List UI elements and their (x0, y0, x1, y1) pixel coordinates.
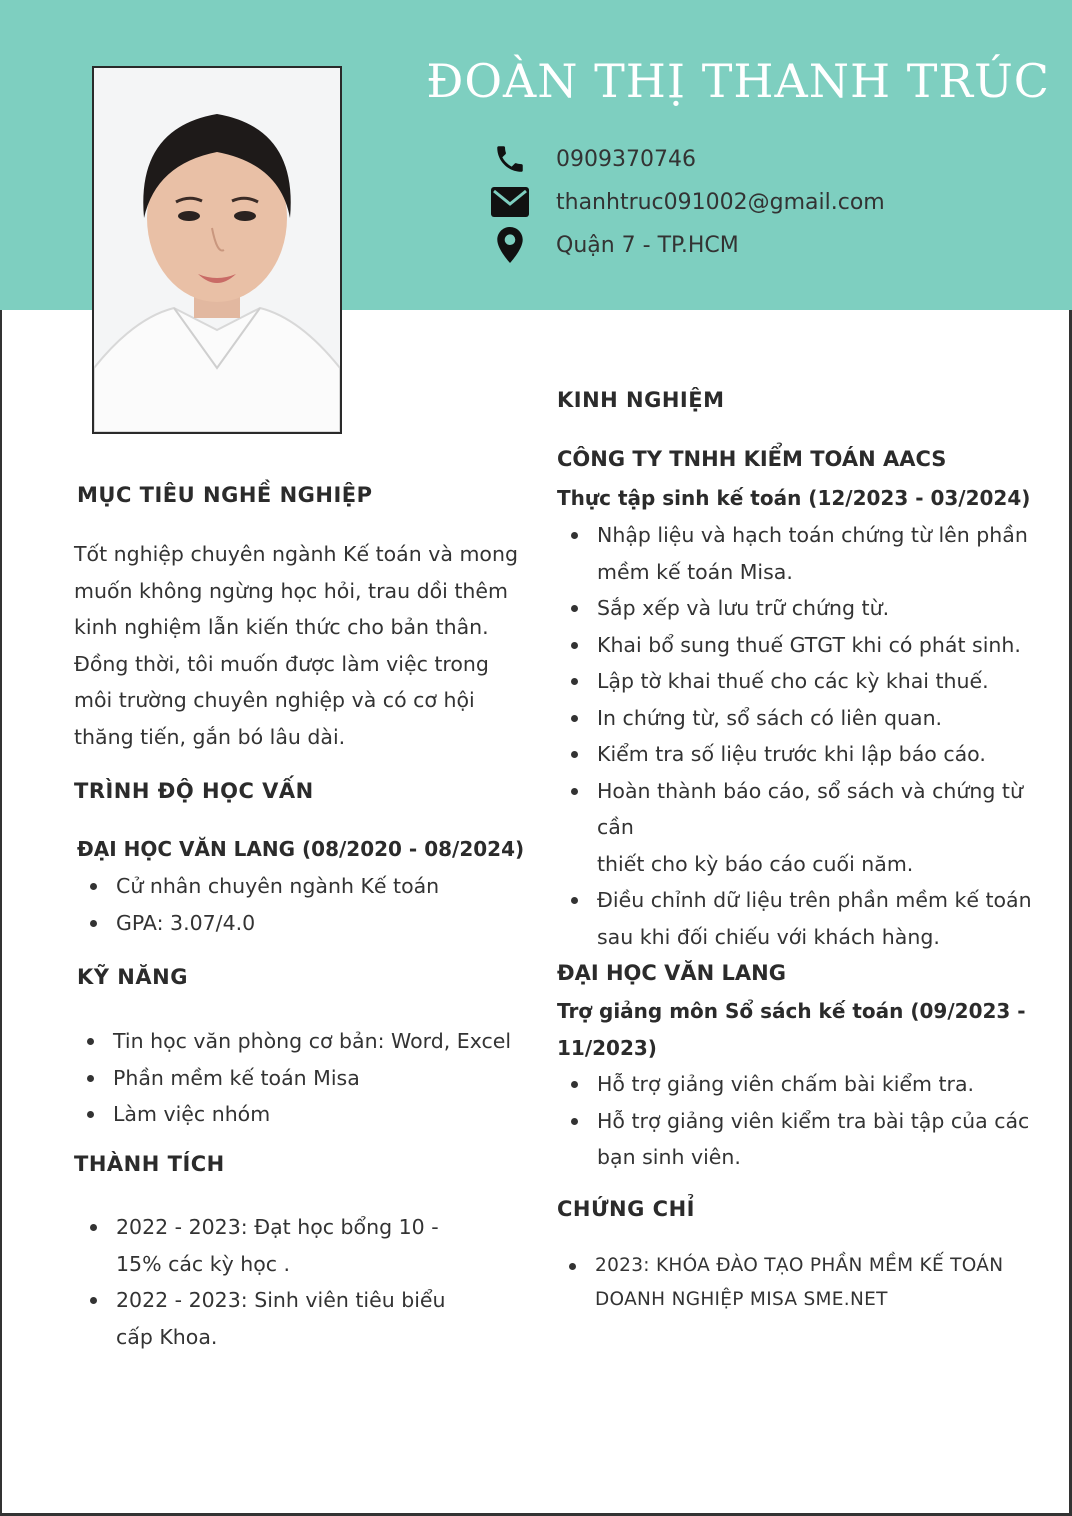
phone-icon (488, 141, 532, 177)
job-role: Trợ giảng môn Sổ sách kế toán (09/2023 - (557, 999, 1026, 1023)
list-item: Nhập liệu và hạch toán chứng từ lên phần mềm kế toán Misa. (557, 517, 1057, 590)
list-item: GPA: 3.07/4.0 (76, 905, 516, 942)
objective-line: Đồng thời, tôi muốn được làm việc trong (74, 651, 489, 676)
objective-line: môi trường chuyên nghiệp và có cơ hội (74, 688, 475, 712)
objective-line: thăng tiến, gắn bó lâu dài. (74, 724, 346, 749)
job-role: Thực tập sinh kế toán (12/2023 - 03/2024) (557, 486, 1031, 510)
list-item: Lập tờ khai thuế cho các kỳ khai thuế. (557, 663, 1057, 700)
list-item: 2023: KHÓA ĐÀO TẠO PHẦN MỀM KẾ TOÁN DOANH NGHIỆP MISA SME.NET (555, 1249, 1055, 1317)
map-pin-icon (488, 227, 532, 263)
objective-title: MỤC TIÊU NGHỀ NGHIỆP (77, 483, 373, 507)
list-item: Tin học văn phòng cơ bản: Word, Excel (73, 1023, 533, 1060)
education-title: TRÌNH ĐỘ HỌC VẤN (74, 779, 314, 803)
job-role-continued: 11/2023) (557, 1036, 657, 1060)
skills-title: KỸ NĂNG (77, 965, 188, 989)
objective-text (74, 536, 534, 755)
objective-line: Tốt nghiệp chuyên ngành Kế toán và mong (74, 542, 518, 566)
list-item: Phần mềm kế toán Misa (73, 1060, 533, 1097)
objective-line: muốn không ngừng học hỏi, trau dồi thêm (74, 578, 508, 603)
job-company: ĐẠI HỌC VĂN LANG (557, 961, 786, 985)
education-list (76, 868, 516, 941)
list-item: Hoàn thành báo cáo, sổ sách và chứng từ cần thiết cho kỳ báo cáo cuối năm. (557, 773, 1057, 883)
address-text: Quận 7 - TP.HCM (556, 232, 739, 258)
page-border-left (0, 310, 2, 1516)
phone-text: 0909370746 (556, 146, 696, 172)
job-duties-list (557, 517, 1057, 955)
list-item: In chứng từ, sổ sách có liên quan. (557, 700, 1057, 737)
list-item: Hỗ trợ giảng viên kiểm tra bài tập của các bạn sinh viên. (557, 1103, 1057, 1176)
portrait-illustration (94, 68, 340, 432)
profile-photo (92, 66, 342, 434)
list-item: Kiểm tra số liệu trước khi lập báo cáo. (557, 736, 1057, 773)
list-item: 2022 - 2023: Đạt học bổng 10 - 15% các kỳ học . (76, 1209, 516, 1282)
contact-phone (488, 141, 696, 177)
objective-line: kinh nghiệm lẫn kiến thức cho bản thân. (74, 615, 489, 639)
contact-email (488, 184, 885, 220)
list-item: Điều chỉnh dữ liệu trên phần mềm kế toán sau khi đối chiếu với khách hàng. (557, 882, 1057, 955)
experience-title: KINH NGHIỆM (557, 388, 725, 412)
list-item: Làm việc nhóm (73, 1096, 533, 1133)
certificates-list (555, 1249, 1055, 1317)
job-company: CÔNG TY TNHH KIỂM TOÁN AACS (557, 447, 947, 471)
education-school: ĐẠI HỌC VĂN LANG (08/2020 - 08/2024) (77, 837, 525, 861)
candidate-name: ĐOÀN THỊ THANH TRÚC (426, 54, 1050, 108)
achievements-title: THÀNH TÍCH (74, 1152, 225, 1176)
email-text: thanhtruc091002@gmail.com (556, 189, 885, 215)
list-item: Sắp xếp và lưu trữ chứng từ. (557, 590, 1057, 627)
job-duties-list (557, 1066, 1057, 1176)
contact-address (488, 227, 739, 263)
certificates-title: CHỨNG CHỈ (557, 1197, 695, 1221)
list-item: 2022 - 2023: Sinh viên tiêu biểu cấp Khoa. (76, 1282, 516, 1355)
skills-list (73, 1023, 533, 1133)
envelope-icon (488, 184, 532, 220)
achievements-list (76, 1209, 516, 1355)
list-item: Khai bổ sung thuế GTGT khi có phát sinh. (557, 627, 1057, 664)
list-item: Hỗ trợ giảng viên chấm bài kiểm tra. (557, 1066, 1057, 1103)
list-item: Cử nhân chuyên ngành Kế toán (76, 868, 516, 905)
